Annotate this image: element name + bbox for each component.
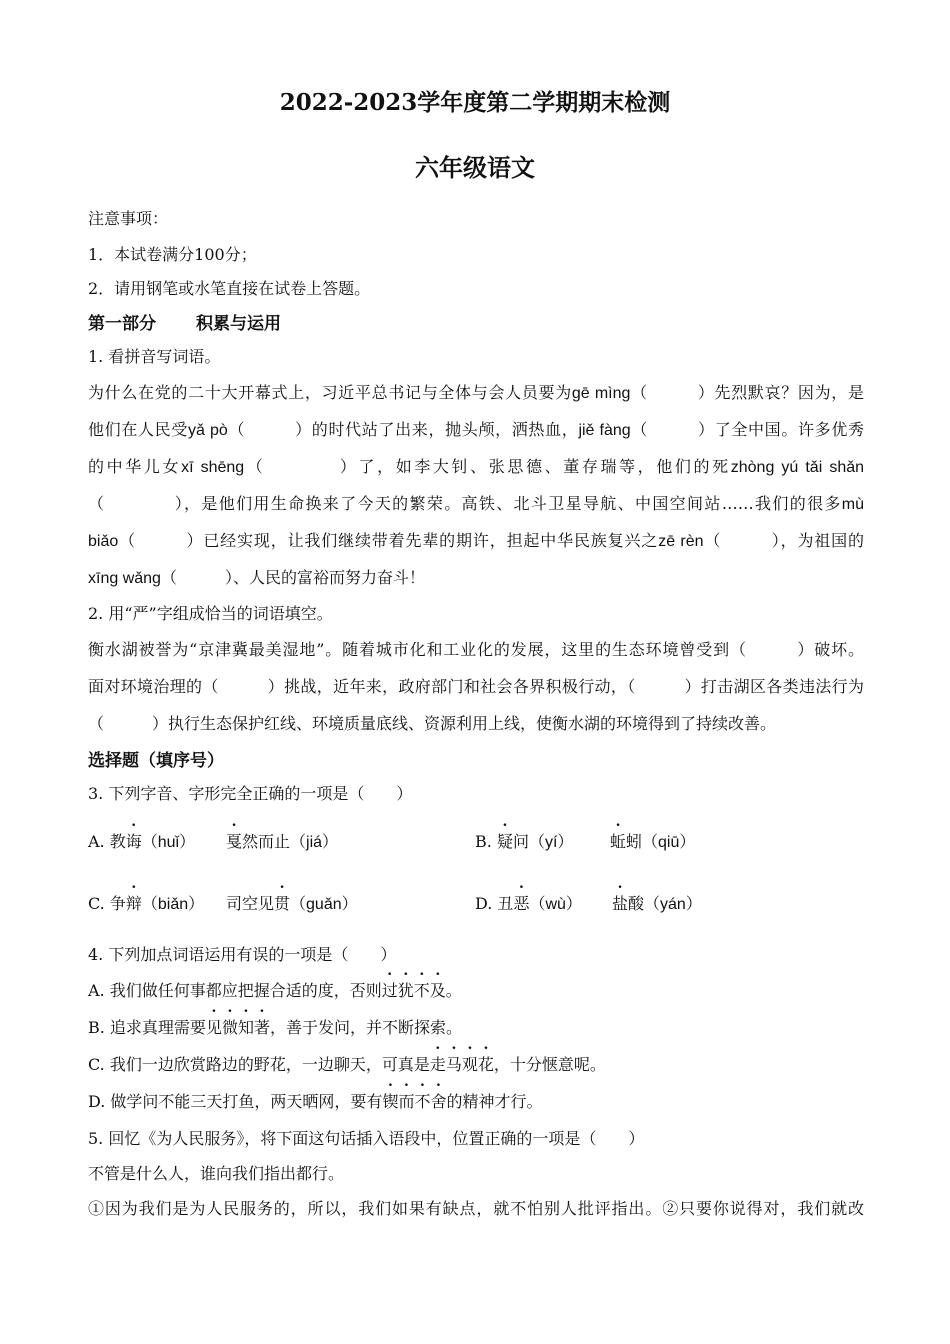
emphasis-char: 而	[398, 1092, 415, 1111]
pinyin: （yí）	[528, 834, 574, 851]
option-text: D. 做学问不能三天打鱼，两天晒网，要有	[88, 1092, 383, 1111]
option-label: A. 教	[88, 832, 126, 851]
emphasis-char: 戛	[226, 832, 243, 851]
emphasis-char: 走	[429, 1055, 446, 1074]
q1-text: 他们在人民受	[88, 420, 188, 439]
option-label: D. 丑	[475, 894, 514, 913]
option-text: C. 我们一边欣赏路边的野花，一边聊天，可真是	[88, 1055, 430, 1074]
q1-line-4	[88, 491, 864, 514]
q2-line-3[interactable]: （ ）执行生态保护红线、环境质量底线、资源利用上线，使衡水湖的环境得到了持续改善。	[88, 714, 777, 733]
answer-blank[interactable]: （ ）了全中国。许多优秀	[630, 420, 865, 439]
answer-blank[interactable]: （ ），为祖国的	[703, 531, 864, 550]
pinyin-xingwang: xīng wǎng	[88, 570, 161, 587]
part1-heading	[88, 309, 864, 334]
word: 酸	[628, 894, 645, 913]
q1-line-6	[88, 565, 864, 588]
option-text: 的精神才行。	[446, 1092, 543, 1111]
part1-subtitle: 积累与运用	[196, 314, 281, 334]
q4-option-a[interactable]	[88, 978, 864, 1001]
emphasis-char: 舍	[430, 1092, 447, 1111]
emphasis-char: 知	[237, 1018, 254, 1037]
notice-item-1: 1．本试卷满分100分；	[88, 245, 257, 264]
option-text: B. 追求真理需要	[88, 1018, 206, 1037]
word: 然而止	[242, 832, 291, 851]
q4-prompt: 4. 下列加点词语运用有误的一项是（ ）	[88, 945, 397, 964]
q4-option-d[interactable]	[88, 1089, 864, 1112]
answer-blank[interactable]: （ ）的时代站了出来，抛头颅，洒热血，	[227, 420, 579, 439]
word: 蚓	[626, 832, 643, 851]
pinyin: （wù）	[529, 896, 582, 913]
emphasis-char: 过	[381, 981, 398, 1000]
q3-option-d-word2	[612, 891, 702, 914]
pinyin-biao: biǎo	[88, 533, 119, 550]
q3-option-b[interactable]	[475, 829, 573, 852]
option-text: ，善于发问，并不断探索。	[270, 1018, 463, 1037]
emphasis-char: 观	[461, 1055, 478, 1074]
q2-line-2[interactable]: 面对环境治理的（ ）挑战，近年来，政府部门和社会各界积极行动，（ ）打击湖区各类违法行为	[88, 677, 864, 696]
answer-blank[interactable]: （ ）已经实现，让我们继续带着先辈的期许，担起中华民族复兴之	[118, 531, 659, 550]
q1-line-1	[88, 380, 864, 403]
q1-line-2	[88, 417, 864, 440]
q1-text: 为什么在党的二十大开幕式上，习近平总书记与全体与会人员要为	[88, 383, 572, 402]
q4-option-b[interactable]	[88, 1015, 864, 1038]
pinyin: （yán）	[644, 896, 702, 913]
q2-line-1[interactable]: 衡水湖被誉为“京津冀最美湿地”。随着城市化和工业化的发展，这里的生态环境曾受到（ ）破坏。	[88, 640, 864, 659]
emphasis-char: 锲	[382, 1092, 399, 1111]
notice-item-2: 2．请用钢笔或水笔直接在试卷上答题。	[88, 279, 371, 298]
q3-option-a[interactable]	[88, 829, 195, 852]
answer-blank[interactable]: （ ），是他们用生命换来了今天的繁荣。高铁、北斗卫星导航、中国空间站……我们的很多	[88, 494, 842, 513]
answer-blank[interactable]: （ ）、人民的富裕而努力奋斗！	[160, 568, 425, 587]
q3-option-c-word2	[226, 891, 358, 914]
q1-line-5	[88, 528, 864, 551]
emphasis-char: 贯	[274, 894, 291, 913]
emphasis-char: 著	[253, 1018, 270, 1037]
exam-title: 2022-2023学年度第二学期期末检测	[279, 89, 671, 116]
part1-title: 第一部分	[88, 314, 156, 334]
emphasis-char: 疑	[496, 832, 513, 851]
emphasis-char: 盐	[612, 894, 629, 913]
answer-blank[interactable]: （ ）先烈默哀？因为，是	[630, 383, 864, 402]
pinyin-jiefang: jiě fàng	[578, 422, 631, 439]
emphasis-char: 辩	[125, 894, 142, 913]
emphasis-char: 见	[205, 1018, 222, 1037]
q5-sentence: 不管是什么人，谁向我们指出都行。	[88, 1164, 345, 1183]
emphasis-char: 不	[413, 981, 430, 1000]
pinyin-zhongyutaishan: zhòng yú tǎi shǎn	[730, 459, 865, 476]
pinyin: （biǎn）	[141, 896, 205, 913]
option-label: C. 争	[88, 894, 126, 913]
q4-option-c[interactable]	[88, 1052, 864, 1075]
emphasis-char: 诲	[125, 832, 142, 851]
option-text: ，十分惬意呢。	[493, 1055, 606, 1074]
option-label: B.	[475, 832, 497, 851]
pinyin: （jiá）	[290, 834, 339, 851]
q5-passage: ①因为我们是为人民服务的，所以，我们如果有缺点，就不怕别人批评指出。②只要你说得对，我们就改	[88, 1199, 864, 1218]
q3-option-b-word2	[610, 829, 695, 852]
emphasis-char: 蚯	[610, 832, 627, 851]
word: 司空见	[226, 894, 275, 913]
word: 问	[512, 832, 529, 851]
emphasis-char: 马	[445, 1055, 462, 1074]
q3-option-c[interactable]	[88, 891, 204, 914]
emphasis-char: 微	[221, 1018, 238, 1037]
q1-prompt: 1. 看拼音写词语。	[88, 347, 221, 366]
q3-prompt: 3. 下列字音、字形完全正确的一项是（ ）	[88, 784, 413, 803]
pinyin-gemin: gē mìng	[571, 385, 631, 402]
section2-title: 选择题（填序号）	[88, 751, 224, 771]
emphasis-char: 及	[429, 981, 446, 1000]
pinyin-zeren: zē rèn	[658, 533, 704, 550]
q3-option-d[interactable]	[475, 891, 582, 914]
emphasis-char: 犹	[397, 981, 414, 1000]
option-text: 。	[445, 981, 462, 1000]
q1-line-3	[88, 454, 864, 477]
pinyin: （qiū）	[642, 834, 696, 851]
pinyin-xisheng: xī shēng	[181, 459, 245, 476]
option-text: A. 我们做任何事都应把握合适的度，否则	[88, 981, 382, 1000]
q1-text: 的中华儿女	[88, 457, 182, 476]
pinyin: （huǐ）	[141, 834, 196, 851]
q2-prompt: 2. 用“严”字组成恰当的词语填空。	[88, 604, 333, 623]
emphasis-char: 恶	[513, 894, 530, 913]
pinyin-yapo: yǎ pò	[188, 422, 228, 439]
exam-subtitle: 六年级语文	[415, 153, 535, 182]
q5-prompt: 5. 回忆《为人民服务》，将下面这句话插入语段中，位置正确的一项是（ ）	[88, 1129, 645, 1148]
emphasis-char: 花	[477, 1055, 494, 1074]
q3-option-a-word2	[226, 829, 338, 852]
pinyin-mu: mù	[841, 496, 864, 513]
notice-heading: 注意事项：	[88, 209, 169, 228]
answer-blank[interactable]: （ ）了，如李大钊、张思德、董存瑞等，他们的死	[244, 457, 731, 476]
pinyin: （guǎn）	[290, 896, 358, 913]
emphasis-char: 不	[414, 1092, 431, 1111]
